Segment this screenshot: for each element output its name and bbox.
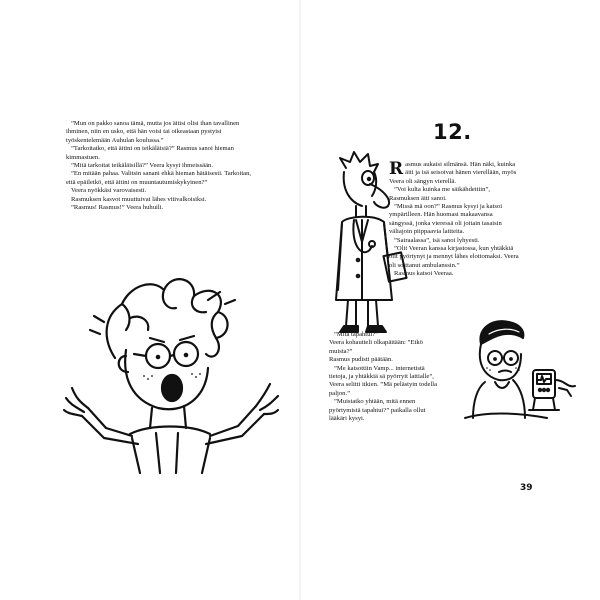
paragraph: ”Tarkoitatko, että äitini on teikäläisiä?” Rasmus sanoi hieman kimmastuen. bbox=[66, 145, 234, 161]
paragraph: ”Mun on pakko sanoa tämä, mutta jos äitisi olisi ihan tavallinen ihminen, niin en usko, että hän voisi tai oikeastaan pystyisi työskentelemään Auhulan koulussa.” bbox=[66, 120, 240, 144]
page-number: 39 bbox=[520, 483, 533, 493]
paragraph: Veera nyökkäsi varovaisesti. bbox=[71, 187, 147, 195]
paragraph: Rasmus pudisti päätään. bbox=[329, 356, 393, 364]
paragraph: ”Rasmus! Rasmus!” Veera huhuili. bbox=[71, 204, 164, 212]
paragraph: Rasmus katsoi Veeraa. bbox=[394, 270, 454, 278]
chapter-opening-text bbox=[389, 161, 519, 279]
paragraph: asmus aukaisi silmänsä. Hän näki, kuinka äiti ja isä seisoivat hänen vierellään, myös Veera oli sängyn vierellä. bbox=[389, 161, 517, 185]
paragraph: ”Voi kulta kuinka me säikähdettiin”, Rasmuksen äiti sanoi. bbox=[389, 186, 491, 202]
paragraph: Veera kohautteli olkapäitään: ”Etkö muista?” bbox=[329, 339, 423, 355]
dialogue-text bbox=[329, 331, 441, 423]
paragraph: ”Me katsottiin Vamp... internetistä tietoja, ja yhtäkkiä sä pyörryit lattialle”, Veera selitti itkien. ”Mä pelästyin todella paljon.” bbox=[329, 364, 438, 397]
page-gutter bbox=[299, 0, 301, 600]
paragraph: ”Sairaalassa”, isä sanoi lyhyesti. bbox=[394, 236, 480, 244]
paragraph: ”Missä mä oon?” Rasmus kysyi ja katsoi ympärilleen. Hän huomasi makaavansa sängyssä, jonka vieressä oli joitain tasaisin väliajoin piippaavia laitteita. bbox=[389, 203, 503, 236]
paragraph: Rasmuksen kasvot muuttuivat lähes vitivalkoisiksi. bbox=[71, 195, 207, 203]
screaming-girl-illustration bbox=[60, 238, 280, 473]
boy-with-monitor-illustration bbox=[455, 318, 585, 418]
paragraph: ”Mitä tapahtui?” bbox=[334, 331, 379, 338]
chapter-number: 12. bbox=[433, 120, 472, 144]
left-page-text bbox=[66, 120, 262, 212]
paragraph: ”Muistatko yhtään, mitä ennen pyörtymistä tapahtui?” paikalla ollut lääkäri kysyi. bbox=[329, 398, 426, 423]
paragraph: ”En mitään pahaa. Valitsin sanani ehkä hieman hätäisesti. Tarkoitan, että epäiletkö, että äitini on muuntautumiskykyinen?” bbox=[66, 170, 252, 186]
paragraph: ”Mitä tarkoitat teikäläisillä?” Veera kysyi ihmeissään. bbox=[71, 162, 213, 170]
paragraph: ”Olit Veeran kanssa kirjastossa, kun yhtäkkiä olit pyörtynyt ja mennyt lähes elottomaksi. Veera oli soittanut ambulanssin.” bbox=[389, 245, 519, 269]
drop-cap: R bbox=[389, 159, 404, 179]
